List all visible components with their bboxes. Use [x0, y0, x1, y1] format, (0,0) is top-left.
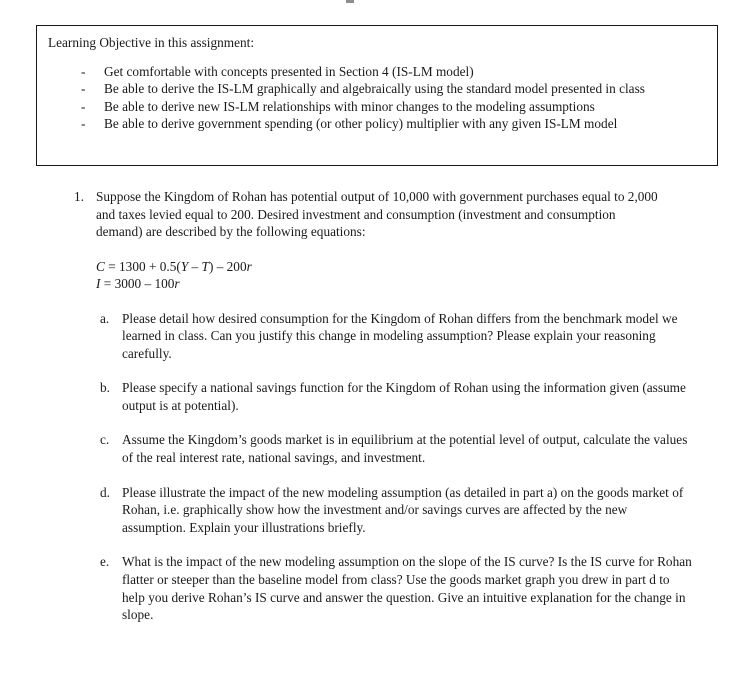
subpart-e-marker: e.	[100, 554, 110, 570]
learning-objective-item-text: Be able to derive government spending (or other policy) multiplier with any given IS-LM model	[104, 115, 618, 131]
learning-objective-heading: Learning Objective in this assignment:	[48, 35, 255, 50]
subpart-a	[0, 310, 734, 363]
question-1	[0, 188, 734, 241]
equation-investment: I = 3000 – 100r	[96, 276, 180, 291]
subpart-d-marker: d.	[100, 484, 110, 500]
subpart-c-marker: c.	[100, 432, 110, 448]
subpart-e	[0, 553, 734, 623]
learning-objective-box	[36, 25, 718, 166]
equation-consumption: C = 1300 + 0.5(Y – T) – 200r	[96, 258, 252, 274]
bullet-dash-icon: -	[81, 115, 86, 131]
subpart-b-text: Please specify a national savings function for the Kingdom of Rohan using the information given (assume output is at potential).	[122, 380, 686, 413]
learning-objective-list	[47, 63, 707, 132]
scan-artifact-mark	[346, 0, 354, 3]
question-1-subparts	[0, 310, 734, 624]
subpart-b	[0, 379, 734, 414]
learning-objective-item	[47, 98, 707, 115]
bullet-dash-icon: -	[81, 64, 86, 79]
subpart-c	[0, 431, 734, 466]
subpart-b-marker: b.	[100, 380, 110, 396]
subpart-a-marker: a.	[100, 310, 110, 326]
learning-objective-item-text: Be able to derive new IS-LM relationships with minor changes to the modeling assumptions	[104, 98, 595, 114]
learning-objective-item	[47, 80, 707, 97]
bullet-dash-icon: -	[81, 98, 86, 114]
subpart-d	[0, 484, 734, 537]
subpart-d-text: Please illustrate the impact of the new modeling assumption (as detailed in part a) on the goods market of Rohan, i.e. graphically show how the investment and/or savings curves are affected by the new assumption. Explain your illustrations briefly.	[122, 484, 684, 535]
question-1-block	[0, 188, 734, 624]
subpart-a-text: Please detail how desired consumption for the Kingdom of Rohan differs from the benchmark model we learned in class. Can you justify this change in modeling assumption? Please explain your reasoning carefully.	[122, 310, 678, 361]
learning-objective-item-text: Get comfortable with concepts presented in Section 4 (IS-LM model)	[104, 64, 474, 79]
learning-objective-item-text: Be able to derive the IS-LM graphically and algebraically using the standard model presented in class	[104, 81, 645, 97]
question-1-equations	[0, 258, 734, 293]
subpart-e-text: What is the impact of the new modeling assumption on the slope of the IS curve? Is the IS curve for Rohan flatter or steeper than the baseline model from class? Use the goods market graph you drew in part d to help you derive Rohan’s IS curve and answer the question. Give an intuitive explanation for the change in slope.	[122, 554, 692, 623]
subpart-c-text: Assume the Kingdom’s goods market is in equilibrium at the potential level of output, calculate the values of the real interest rate, national savings, and investment.	[122, 432, 688, 466]
bullet-dash-icon: -	[81, 81, 86, 97]
learning-objective-item	[47, 115, 707, 132]
learning-objective-item	[47, 63, 707, 80]
question-1-marker: 1.	[74, 189, 84, 204]
question-1-text: Suppose the Kingdom of Rohan has potential output of 10,000 with government purchases equal to 2,000 and taxes levied equal to 200. Desired investment and consumption (investment and consumption demand) are described by the following equations:	[96, 189, 658, 239]
